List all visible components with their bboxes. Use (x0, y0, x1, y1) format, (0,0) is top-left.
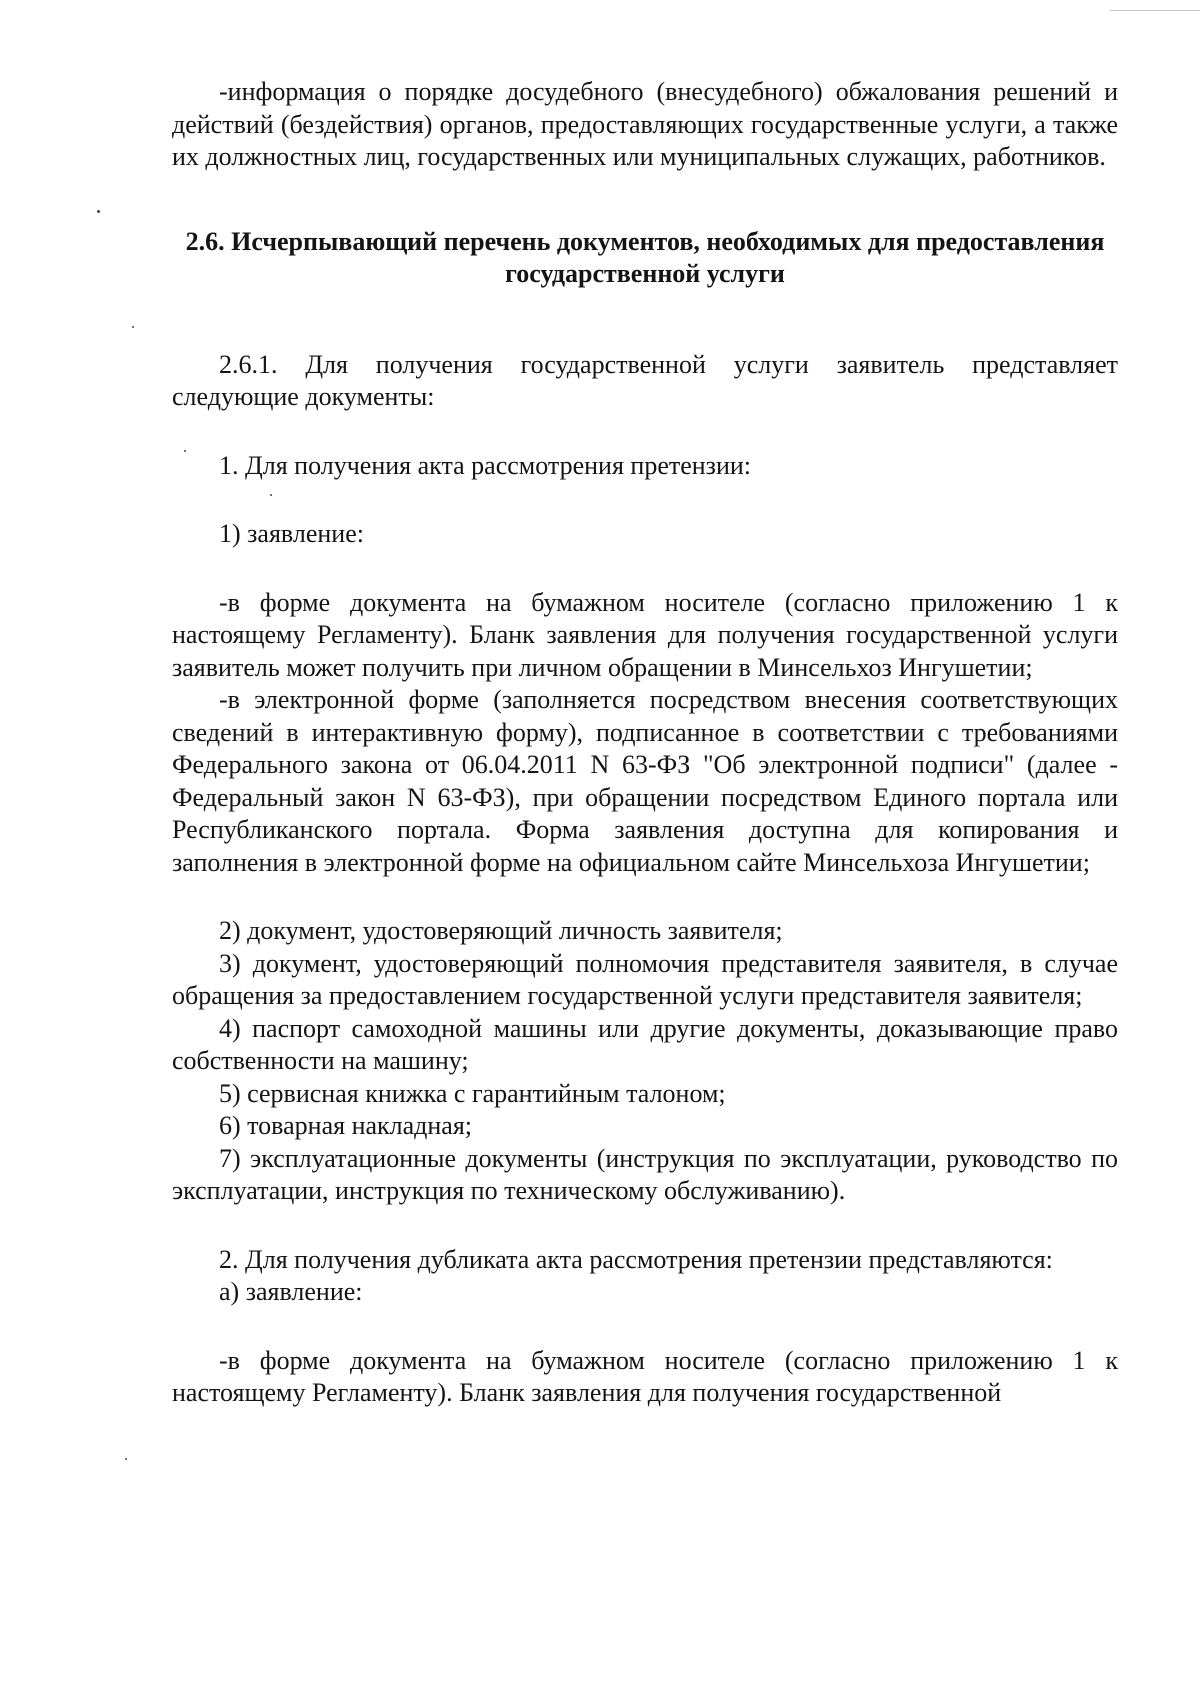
paragraph-2-6-1: 2.6.1. Для получения государственной услуги заявитель представляет следующие документы: (172, 349, 1118, 411)
paper-form-paragraph-2: -в форме документа на бумажном носителе (согласно приложению 1 к настоящему Регламенту). Бланк заявления для получения государственной (172, 1345, 1118, 1407)
scan-speck (132, 326, 134, 328)
scan-speck (125, 1458, 127, 1460)
paper-form-paragraph: -в форме документа на бумажном носителе (согласно приложению 1 к настоящему Регламенту). Бланк заявления для получения государственной услуги заявитель может получить при личном обращении в Минсельхоз Ингушетии; (172, 587, 1118, 682)
electronic-form-paragraph: -в электронной форме (заполняется посредством внесения соответствующих сведений в интерактивную форму), подписанное в соответствии с требованиями Федерального закона от 06.04.2011 N 63-ФЗ "Об электронной подписи" (далее - Федеральный закон N 63-ФЗ), при обращении посредством Единого портала или Республиканского портала. Форма заявления доступна для копирования и заполнения в электронной форме на официальном сайте Минсельхоза Ингушетии; (172, 685, 1118, 877)
list-item-2: 2) документ, удостоверяющий личность заявителя; (219, 916, 783, 945)
document-page (172, 76, 1118, 1410)
scan-edge-line (1110, 10, 1200, 11)
list-item-5: 5) сервисная книжка с гарантийным талоном; (219, 1078, 726, 1108)
section-heading: 2.6. Исчерпывающий перечень документов, необходимых для предоставления государственной услуги (185, 226, 1105, 288)
list-item-a: а) заявление: (219, 1277, 363, 1306)
list-item-7: 7) эксплуатационные документы (инструкция по эксплуатации, руководство по эксплуатации, инструкция по техническому обслуживанию). (172, 1143, 1118, 1205)
list-item-2-duplicate: 2. Для получения дубликата акта рассмотрения претензии представляются: (219, 1244, 1053, 1274)
list-item-4: 4) паспорт самоходной машины или другие документы, доказывающие право собственности на машину; (172, 1013, 1118, 1075)
list-item-6: 6) товарная накладная; (219, 1111, 473, 1140)
list-item-3: 3) документ, удостоверяющий полномочия представителя заявителя, в случае обращения за предоставлением государственной услуги представителя заявителя; (172, 948, 1118, 1010)
list-item-1: 1. Для получения акта рассмотрения претензии: (219, 450, 751, 480)
intro-paragraph: -информация о порядке досудебного (внесудебного) обжалования решений и действий (бездействия) органов, предоставляющих государственные услуги, а также их должностных лиц, государственных или муниципальных служащих, работников. (172, 77, 1118, 171)
list-item-1-1: 1) заявление: (219, 519, 364, 548)
scan-speck (97, 210, 100, 213)
